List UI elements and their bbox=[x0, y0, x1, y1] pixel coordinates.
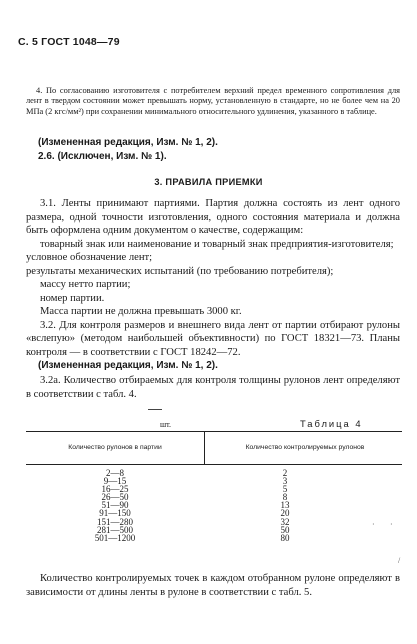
list-item: товарный знак или наименование и товарный знак предприятия-изготовителя; bbox=[40, 238, 394, 250]
amendment-note-3: (Измененная редакция, Изм. № 1, 2). bbox=[38, 360, 218, 371]
table-header-divider bbox=[204, 431, 205, 464]
table-cell: 13 bbox=[280, 500, 290, 511]
table-cell: 151—280 bbox=[97, 516, 133, 527]
table-cell: 16—25 bbox=[101, 484, 129, 495]
table-cell: 20 bbox=[280, 508, 290, 519]
stray-mark bbox=[148, 409, 162, 410]
list-item: номер партии. bbox=[40, 292, 105, 304]
list-item: условное обозначение лент; bbox=[26, 252, 153, 263]
table-cell: 501—1200 bbox=[94, 532, 136, 543]
clause-3-1: 3.1. Ленты принимают партиями. Партия должна состоять из лент одного размера, одной точности изготовления, одного состояния материала и должна быть оформлена одним документом о качестве, содержащим: bbox=[26, 198, 400, 236]
clause-3-2a-block bbox=[26, 374, 400, 401]
table-cell: 8 bbox=[282, 492, 288, 503]
table-cell: 9—15 bbox=[103, 476, 127, 487]
table-cell: 3 bbox=[282, 476, 288, 487]
mass-note: Масса партии не должна превышать 3000 кг. bbox=[40, 306, 242, 317]
table-cell: 281—500 bbox=[97, 524, 133, 535]
stray-mark: · bbox=[372, 520, 375, 529]
table-header-rule bbox=[26, 464, 402, 465]
stray-mark: · bbox=[390, 520, 393, 529]
table-unit: шт. bbox=[160, 420, 172, 429]
table-top-rule bbox=[26, 431, 402, 432]
column-header-controlled: Количество контролируемых рулонов bbox=[245, 444, 365, 451]
table-cell: 26—50 bbox=[101, 492, 129, 503]
table-cell: 5 bbox=[282, 484, 288, 495]
table-column-lots bbox=[60, 469, 170, 542]
table-cell: 51—90 bbox=[101, 500, 129, 511]
list-item: массу нетто партии; bbox=[40, 279, 131, 290]
table-cell: 2 bbox=[282, 468, 288, 478]
stray-mark: / bbox=[398, 556, 401, 565]
closing-paragraph: Количество контролируемых точек в каждом отобранном рулоне определяют в зависимости от длины ленты в рулоне в соответствии с табл. 5. bbox=[26, 573, 400, 598]
clause-3-2: 3.2. Для контроля размеров и внешнего вида лент от партии отбирают рулоны «вслепую» (методом наибольшей объективности) по ГОСТ 18321—73. Планы контроля — в соответствии с ГОСТ 18242—72. bbox=[26, 319, 400, 358]
section-body bbox=[26, 197, 400, 359]
amendment-note-2: 2.6. (Исключен, Изм. № 1). bbox=[38, 151, 167, 162]
list-item: результаты механических испытаний (по требованию потребителя); bbox=[26, 265, 334, 277]
table-cell: 32 bbox=[280, 516, 290, 527]
table-cell: 50 bbox=[280, 524, 290, 535]
clause-3-2a: 3.2а. Количество отбираемых для контроля толщины рулонов лент определяют в соответствии с табл. 4. bbox=[26, 375, 400, 400]
column-header-lots: Количество рулонов в партии bbox=[68, 444, 162, 451]
table-cell: 91—150 bbox=[99, 508, 131, 519]
table-cell: 2—8 bbox=[106, 468, 124, 478]
note-paragraph: 4. По согласованию изготовителя с потребителем верхний предел временного сопротивления для лент в твердом состоянии может превышать норму, установленную в стандарте, но не более чем на 20 МПа (2 кгс/мм²) при сохранении минимального относительного удлинения, указанного в таблице. bbox=[26, 86, 400, 116]
table-cell: 80 bbox=[280, 532, 290, 543]
table-column-controlled bbox=[270, 469, 300, 542]
amendment-note-1: (Измененная редакция, Изм. № 1, 2). bbox=[38, 137, 218, 148]
table-caption: Таблица 4 bbox=[300, 418, 363, 429]
section-title: 3. ПРАВИЛА ПРИЕМКИ bbox=[154, 177, 263, 187]
page-header: С. 5 ГОСТ 1048—79 bbox=[18, 36, 120, 48]
